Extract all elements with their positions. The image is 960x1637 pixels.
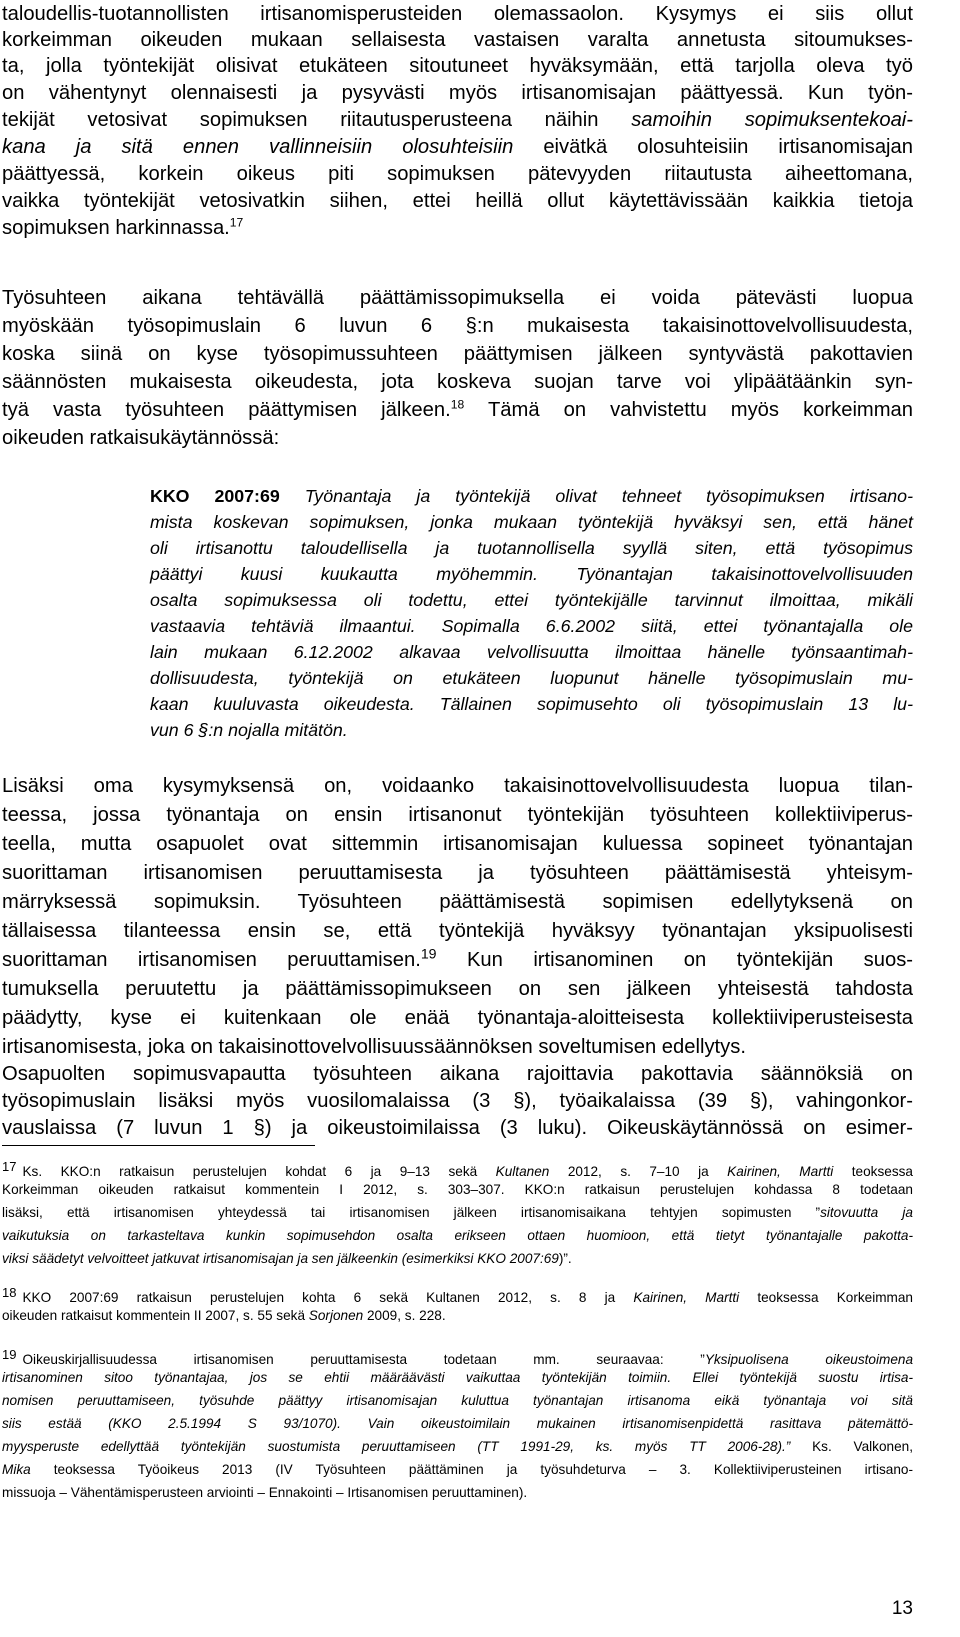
text-run: Kun irtisanominen on työntekijän suos- <box>436 949 914 971</box>
body-line: tällaisessa tilanteessa ensin se, että työntekijä hyväksyy työnantajan yksipuolisesti <box>2 920 913 942</box>
body-line <box>2 133 913 161</box>
text-run: teoksessa Työoikeus 2013 (IV Työsuhteen päättäminen ja työsuhdeturva – 3. Kollektiiviperusteinen irtisano- <box>30 1462 913 1477</box>
text-run: 2009, s. 228. <box>363 1308 446 1323</box>
text-run: tyä vasta työsuhteen päättymisen jälkeen. <box>2 399 451 421</box>
italic-run: sitovuutta ja <box>820 1205 913 1220</box>
quote-line: vun 6 §:n nojalla mitätön. <box>150 720 348 740</box>
body-line: suorittaman irtisanomisen peruuttamisesta ja työsuhteen päättämisestä yhteisym- <box>2 862 913 884</box>
body-line: Osapuolten sopimusvapautta työsuhteen aikana rajoittavia pakottavia säännöksiä on <box>2 1063 913 1085</box>
quote-line: dollisuudesta, työntekijä on etukäteen luopunut hänelle työsopimuslain mu- <box>150 668 913 688</box>
body-line: teessa, jossa työnantaja on ensin irtisanonut työntekijän työsuhteen kollektiiviperus- <box>2 804 913 826</box>
body-line: vaikka työntekijät vetosivatkin siihen, ettei heillä ollut käytettävissään kaikkia tietoja <box>2 190 913 212</box>
footnote-line: siis estää (KKO 2.5.1994 S 93/1070). Vain oikeustoimilain mukainen irtisanomisenpidettä rasittava pätemättö- <box>2 1416 913 1431</box>
quote-line: vastaavia tehtäviä ilmaantui. Sopimalla 6.6.2002 siitä, ettei työnantajalla ole <box>150 616 913 636</box>
body-line: oikeuden ratkaisukäytännössä: <box>2 427 280 449</box>
quote-line <box>150 484 913 508</box>
text-run: teoksessa Korkeimman <box>739 1290 913 1305</box>
footnote-line: missuoja – Vähentämisperusteen arviointi – Ennakointi – Irtisanomisen peruuttaminen). <box>2 1485 528 1500</box>
text-run: eivätkä olosuhteisiin irtisanomisajan <box>513 136 913 158</box>
quote-line: osalta sopimuksessa oli todettu, ettei työntekijälle tarvinnut ilmoittaa, mikäli <box>150 590 913 610</box>
italic-run: Työnantaja ja työntekijä olivat tehneet työsopimuksen irtisano- <box>279 486 913 506</box>
body-line: päädytty, kyse ei kuitenkaan ole enää työnantaja-aloitteisesta kollektiiviperusteisesta <box>2 1007 913 1029</box>
footnote-line: vaikutuksia on tarkasteltava kunkin sopimusehdon osalta erikseen ottaen huomioon, että tietyt työnantajalle pakotta- <box>2 1228 913 1243</box>
text-run: teoksessa <box>833 1164 913 1179</box>
footnote-number: 18 <box>2 1285 17 1300</box>
body-line: on vähentynyt olennaisesti ja pysyvästi myös irtisanomisajan päättyessä. Kun työn- <box>2 82 913 104</box>
quote-line: kaan kuuluvasta oikeudesta. Tällainen sopimusehto oli työsopimuslain 13 lu- <box>150 694 913 714</box>
body-line: vauslaissa (7 luvun 1 §) ja oikeustoimilaissa (3 luku). Oikeuskäytännössä on esimer- <box>2 1117 913 1139</box>
italic-run: Kairinen, Martti <box>633 1290 740 1305</box>
text-run: )”. <box>558 1251 572 1266</box>
italic-run: Yksipuolisena oikeustoimena <box>704 1352 914 1367</box>
body-line: päättyessä, korkein oikeus piti sopimuksen pätevyyden riitautusta aiheettomana, <box>2 163 913 185</box>
footnote-line <box>2 1248 913 1270</box>
text-run: Tämä on vahvistettu myös korkeimman <box>464 399 914 421</box>
body-line: irtisanomisesta, joka on takaisinottovelvollisuussäännöksen soveltumisen edellytys. <box>2 1036 746 1058</box>
italic-run: Kairinen, Martti <box>727 1164 834 1179</box>
text-run: Ks. KKO:n ratkaisun perustelujen kohdat 6 ja 9–13 sekä <box>22 1164 496 1179</box>
body-line <box>2 396 913 424</box>
text-run: tekijät vetosivat sopimuksen riitautusperusteena näihin <box>2 109 632 131</box>
italic-run: Kultanen <box>495 1164 550 1179</box>
case-reference: KKO 2007:69 <box>150 486 280 506</box>
footnote-line <box>2 1202 913 1224</box>
footnote-line <box>2 1436 913 1458</box>
italic-run: kana ja sitä ennen vallinneisiin olosuhteisiin <box>2 136 514 158</box>
body-line: märryksessä sopimuksin. Työsuhteen päättämisestä sopimisen edellytyksenä on <box>2 891 913 913</box>
quote-line: mista koskevan sopimuksen, jonka mukaan työntekijä hyväksyi sen, että hänet <box>150 512 913 532</box>
text-run: Ks. Valkonen, <box>790 1439 913 1454</box>
text-run: oikeuden ratkaisut kommentein II 2007, s. 55 sekä <box>2 1308 309 1323</box>
italic-run: samoihin sopimuksentekoai- <box>631 109 914 131</box>
footnote-ref[interactable]: 19 <box>420 945 437 962</box>
body-line: työsopimuslain lisäksi myös vuosilomalaissa (3 §), työaikalaissa (39 §), vahingonkor- <box>2 1090 913 1112</box>
footnote-ref[interactable]: 18 <box>450 397 465 412</box>
body-line <box>2 106 913 134</box>
body-line: koska siinä on kyse työsopimussuhteen päättymisen jälkeen syntyvästä pakottavien <box>2 343 913 365</box>
footnote-number: 17 <box>2 1159 17 1174</box>
footnote-line: nomisen peruuttamiseen, työsuhde päättyy irtisanomisajan kuluttua työnantajan irtisanoma eikä työnantaja voi sitä <box>2 1393 913 1408</box>
italic-run: Sorjonen <box>308 1308 364 1323</box>
text-run: sopimuksen harkinnassa. <box>2 217 230 239</box>
footnote-separator <box>2 1145 315 1146</box>
footnote-line <box>2 1459 913 1481</box>
body-line: korkeimman oikeuden mukaan sellaisesta vastaisen varalta annetusta sitoumukses- <box>2 29 913 51</box>
body-line: Lisäksi oma kysymyksensä on, voidaanko takaisinottovelvollisuudesta luopua tilan- <box>2 775 913 797</box>
italic-run: Mika <box>2 1462 31 1477</box>
quote-line: päättyi kuusi kuukautta myöhemmin. Työnantajan takaisinottovelvollisuuden <box>150 564 913 584</box>
body-line: taloudellis-tuotannollisten irtisanomisperusteiden olemassaolon. Kysymys ei siis ollut <box>2 3 913 25</box>
text-run: KKO 2007:69 ratkaisun perustelujen kohta 6 sekä Kultanen 2012, s. 8 ja <box>22 1290 634 1305</box>
body-line: tumuksella peruutettu ja päättämissopimukseen on sen jälkeen yhteisestä tahdosta <box>2 978 913 1000</box>
footnote-line: irtisanominen sitoo työnantajaa, jos se ehtii määräävästi vaikuttaa työntekijän toimiin. Ellei työntekijä suostu irtisa- <box>2 1370 913 1385</box>
footnote-number: 19 <box>2 1347 17 1362</box>
body-line: säännösten mukaisesta oikeudesta, jota koskeva suojan tarve voi ylipäätäänkin syn- <box>2 371 913 393</box>
footnote-line <box>2 1305 913 1327</box>
text-run: lisäksi, että irtisanomisen yhteydessä tai irtisanomisen jälkeen irtisanomisaikana tehtyjen sopimusten ” <box>2 1205 821 1220</box>
body-line <box>2 214 913 242</box>
body-line: myöskään työsopimuslain 6 luvun 6 §:n mukaisesta takaisinottovelvollisuudesta, <box>2 315 913 337</box>
italic-run: myysperuste edellyttää työntekijän suostumista peruuttamiseen (TT 1991-29, ks. myös TT 2006-28).” <box>2 1439 791 1454</box>
text-run: suorittaman irtisanomisen peruuttamisen. <box>2 949 421 971</box>
quote-line: oli irtisanottu taloudellisella ja tuotannollisella syyllä siten, että työsopimus <box>150 538 913 558</box>
page-number: 13 <box>891 1598 913 1619</box>
quote-line: lain mukaan 6.12.2002 alkavaa velvollisuutta ilmoittaa hänelle työnsaantimah- <box>150 642 913 662</box>
footnote-line: Korkeimman oikeuden ratkaisut kommentein I 2012, s. 303–307. KKO:n ratkaisun perustelujen kohdassa 8 todetaan <box>2 1182 913 1197</box>
italic-run: viksi säädetyt velvoitteet jatkuvat irtisanomisajan ja sen jälkeenkin (esimerkiksi KKO 2007:69 <box>2 1251 559 1266</box>
body-line: ta, jolla työntekijät olisivat etukäteen sitoutuneet hyväksymään, että tarjolla oleva työ <box>2 55 913 77</box>
text-run: Oikeuskirjallisuudessa irtisanomisen peruuttamisesta todetaan mm. seuraavaa: ” <box>22 1352 705 1367</box>
body-line: Työsuhteen aikana tehtävällä päättämissopimuksella ei voida pätevästi luopua <box>2 287 913 309</box>
footnote-ref[interactable]: 17 <box>229 215 244 230</box>
body-line <box>2 946 913 974</box>
text-run: 2012, s. 7–10 ja <box>549 1164 728 1179</box>
body-line: teella, mutta osapuolet ovat sittemmin irtisanomisajan kuluessa sopineet työnantajan <box>2 833 913 855</box>
